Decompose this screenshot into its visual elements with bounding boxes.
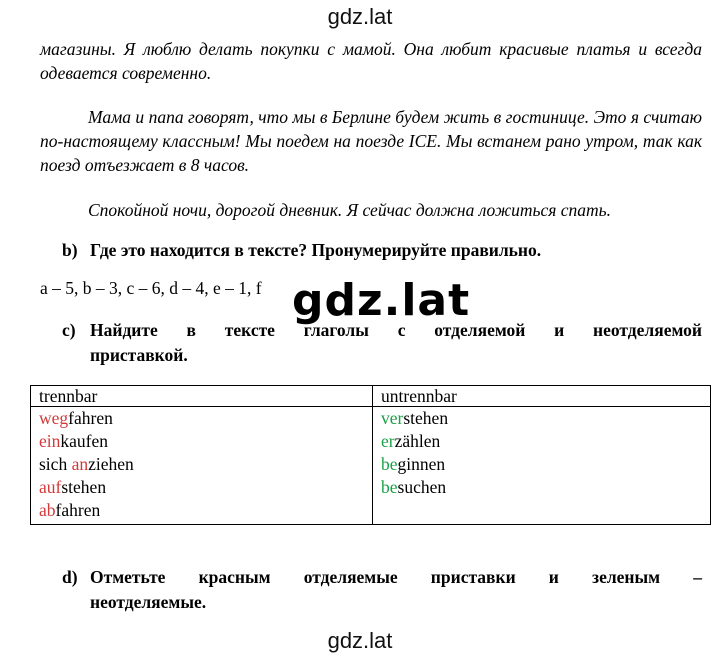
separable-prefix: weg (39, 408, 69, 428)
inseparable-prefix: ver (381, 408, 404, 428)
trennbar-verb (39, 407, 364, 430)
verbs-table (30, 385, 711, 525)
untrennbar-verb (381, 407, 702, 430)
task-d-text: Отметьте красным отделяемые приставки и зеленым – (90, 567, 702, 587)
watermark-top: gdz.lat (327, 4, 393, 29)
trennbar-verb (39, 430, 364, 453)
separable-prefix: an (71, 454, 89, 474)
verb-rest: fahren (55, 500, 101, 520)
separable-prefix: auf (39, 477, 62, 497)
task-d-line1 (62, 565, 702, 590)
task-c-letter: c) (62, 320, 76, 340)
table-row (31, 407, 711, 525)
trennbar-cell (31, 407, 373, 525)
verb-rest: zählen (394, 431, 441, 451)
task-b (62, 238, 702, 263)
task-c (62, 318, 702, 368)
watermark-bottom: gdz.lat (327, 628, 393, 653)
inseparable-prefix: er (381, 431, 395, 451)
verb-rest: fahren (68, 408, 113, 428)
separable-prefix: ein (39, 431, 61, 451)
paragraph-2: Мама и папа говорят, что мы в Берлине будем жить в гостинице. Это я считаю по-настоящему классным! Мы поедем на поезде ICE. Мы встанем рано утром, так как поезд отъезжает в 8 часов. (40, 107, 702, 175)
trennbar-verb (39, 476, 364, 499)
trennbar-verb (39, 499, 364, 522)
answer-b: a – 5, b – 3, c – 6, d – 4, e – 1, f (40, 278, 262, 298)
task-c-line1 (62, 318, 702, 343)
task-d-line2: неотделяемые. (90, 592, 207, 612)
verb-rest: kaufen (60, 431, 109, 451)
header-untrennbar: untrennbar (373, 386, 711, 407)
inseparable-prefix: be (381, 454, 398, 474)
verb-lead: sich (39, 454, 72, 474)
task-c-text: Найдите в тексте глаголы с отделяемой и неотделяемой (90, 320, 702, 340)
task-d (62, 565, 702, 615)
untrennbar-verb (381, 476, 702, 499)
trennbar-verb (39, 453, 364, 476)
verb-rest: ginnen (397, 454, 446, 474)
table-header-row (31, 386, 711, 407)
separable-prefix: ab (39, 500, 56, 520)
untrennbar-cell (373, 407, 711, 525)
untrennbar-verb (381, 430, 702, 453)
header-trennbar: trennbar (31, 386, 373, 407)
task-b-text: Где это находится в тексте? Пронумерируйте правильно. (90, 240, 542, 260)
task-c-line2: приставкой. (90, 345, 188, 365)
paragraph-3: Спокойной ночи, дорогой дневник. Я сейчас должна ложиться спать. (88, 200, 612, 220)
untrennbar-verb (381, 453, 702, 476)
verb-rest: suchen (397, 477, 447, 497)
verb-rest: stehen (61, 477, 107, 497)
inseparable-prefix: be (381, 477, 398, 497)
paragraph-1: магазины. Я люблю делать покупки с мамой. Она любит красивые платья и всегда одевается современно. (40, 39, 702, 83)
task-b-letter: b) (62, 240, 78, 260)
verb-rest: ziehen (88, 454, 134, 474)
task-d-letter: d) (62, 567, 78, 587)
verb-rest: stehen (403, 408, 449, 428)
watermark-middle: gdz.lat (288, 276, 474, 326)
